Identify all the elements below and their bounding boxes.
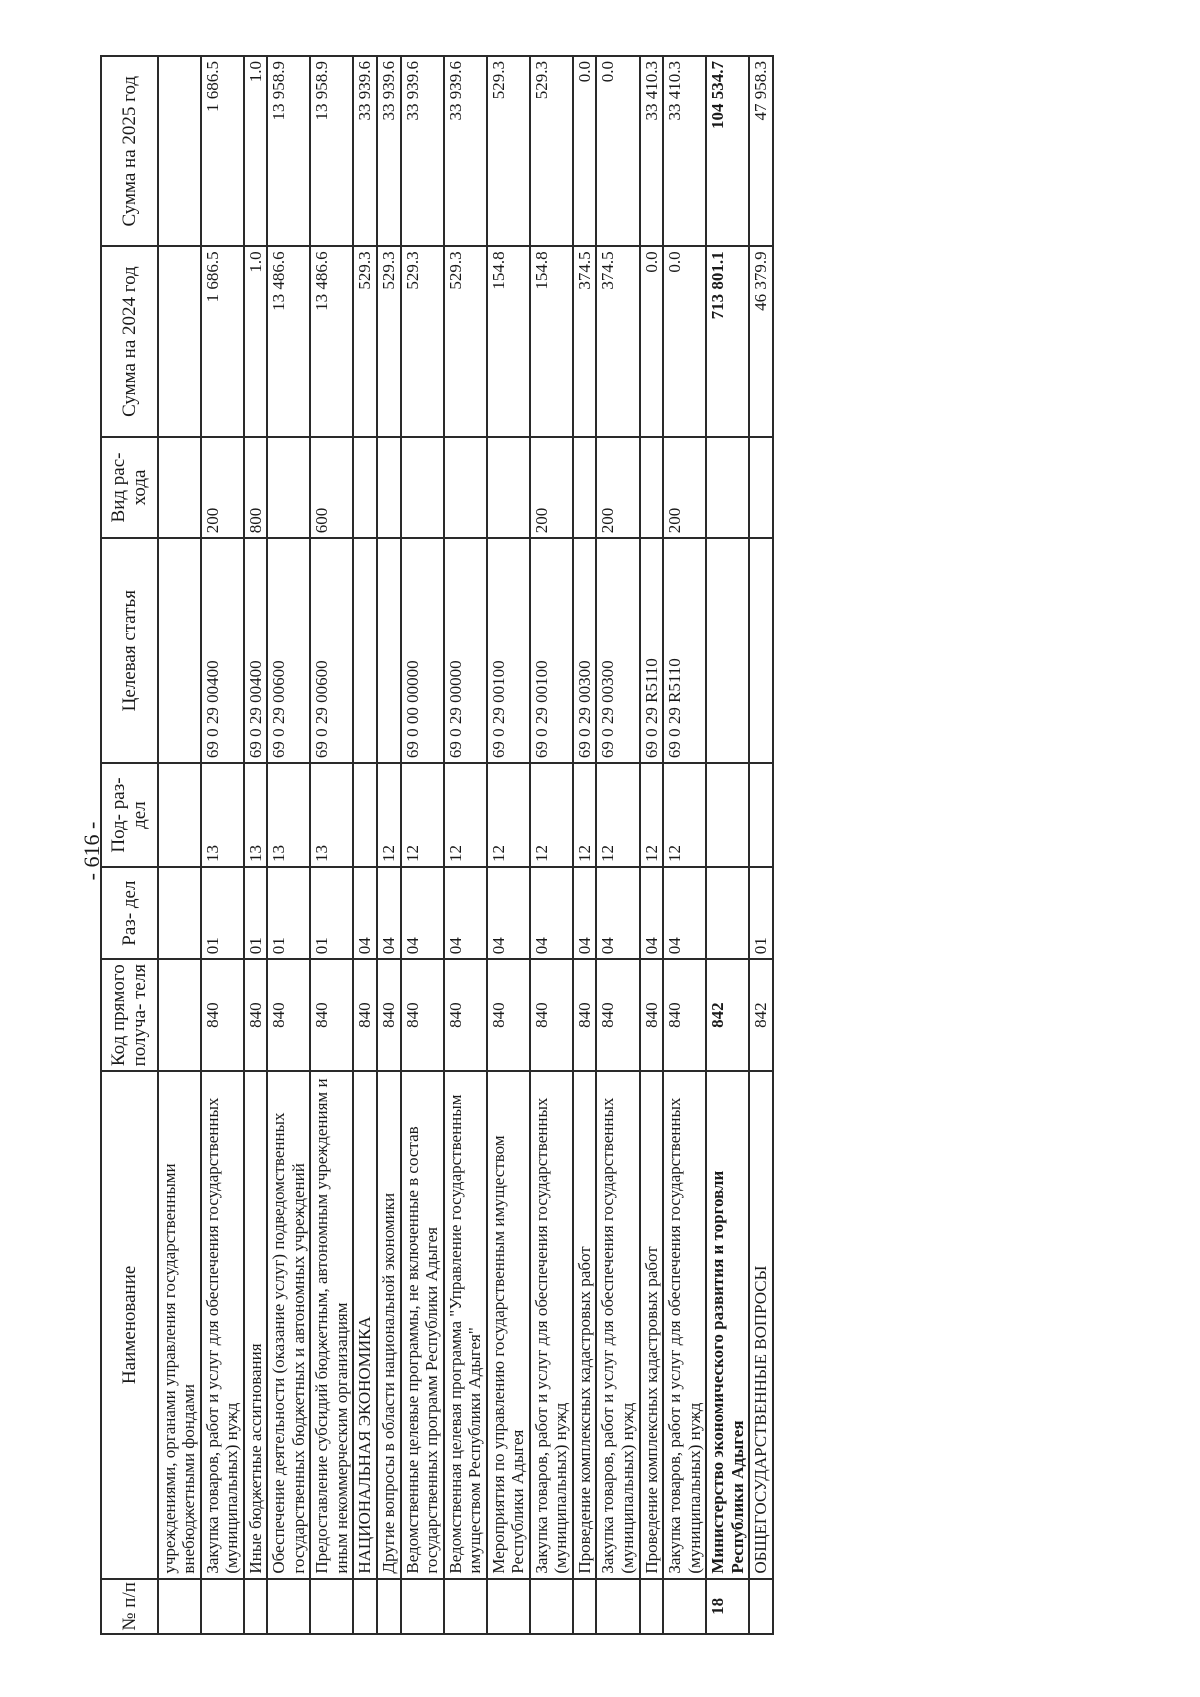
cell-sum-2024: 529.3 [444, 246, 487, 436]
cell-subsection [706, 763, 749, 867]
cell-subsection: 13 [244, 763, 268, 867]
cell-name: учреждениями, органами управления государственными внебюджетными фондами [158, 1071, 201, 1579]
cell-expense-type: 200 [596, 437, 639, 539]
table-row [640, 56, 664, 1634]
cell-sum-2025: 1 686.5 [201, 56, 244, 246]
cell-recipient-code: 840 [201, 959, 244, 1071]
table-header-row [101, 56, 158, 1634]
cell-sum-2025: 1.0 [244, 56, 268, 246]
cell-section: 04 [596, 867, 639, 959]
cell-num [401, 1579, 444, 1634]
cell-target-article: 69 0 29 R5110 [663, 538, 706, 763]
cell-sum-2024: 154.8 [530, 246, 573, 436]
cell-expense-type [573, 437, 597, 539]
cell-expense-type [401, 437, 444, 539]
cell-target-article: 69 0 29 00100 [530, 538, 573, 763]
cell-num [487, 1579, 530, 1634]
cell-subsection: 12 [487, 763, 530, 867]
cell-name: Закупка товаров, работ и услуг для обеспечения государственных (муниципальных) нужд [663, 1071, 706, 1579]
cell-target-article: 69 0 29 00100 [487, 538, 530, 763]
cell-expense-type [444, 437, 487, 539]
cell-name: Проведение комплексных кадастровых работ [573, 1071, 597, 1579]
cell-section: 04 [530, 867, 573, 959]
cell-sum-2025: 0.0 [596, 56, 639, 246]
cell-num [530, 1579, 573, 1634]
table-row [401, 56, 444, 1634]
table-row [596, 56, 639, 1634]
cell-sum-2024: 46 379.9 [749, 246, 773, 436]
table-row [706, 56, 749, 1634]
cell-recipient-code: 840 [530, 959, 573, 1071]
cell-target-article: 69 0 29 00400 [244, 538, 268, 763]
cell-num [201, 1579, 244, 1634]
cell-recipient-code: 840 [663, 959, 706, 1071]
cell-sum-2025: 47 958.3 [749, 56, 773, 246]
cell-num [377, 1579, 401, 1634]
cell-subsection: 12 [377, 763, 401, 867]
cell-num [640, 1579, 664, 1634]
header-sum-2024: Сумма на 2024 год [101, 246, 158, 436]
table-row [244, 56, 268, 1634]
cell-num [267, 1579, 310, 1634]
cell-sum-2025: 33 410.3 [663, 56, 706, 246]
table-row [267, 56, 310, 1634]
cell-section: 04 [353, 867, 377, 959]
cell-name: НАЦИОНАЛЬНАЯ ЭКОНОМИКА [353, 1071, 377, 1579]
cell-sum-2025: 33 410.3 [640, 56, 664, 246]
cell-sum-2025: 33 939.6 [444, 56, 487, 246]
cell-name: Ведомственная целевая программа "Управление государственным имуществом Республики Адыгея" [444, 1071, 487, 1579]
cell-section: 01 [267, 867, 310, 959]
cell-num [158, 1579, 201, 1634]
cell-target-article: 69 0 00 00000 [401, 538, 444, 763]
cell-expense-type [353, 437, 377, 539]
cell-sum-2025 [158, 56, 201, 246]
cell-expense-type [267, 437, 310, 539]
cell-section: 04 [444, 867, 487, 959]
cell-subsection [749, 763, 773, 867]
cell-subsection: 13 [201, 763, 244, 867]
cell-expense-type [749, 437, 773, 539]
cell-subsection: 12 [596, 763, 639, 867]
header-sum-2025: Сумма на 2025 год [101, 56, 158, 246]
header-target-article: Целевая статья [101, 538, 158, 763]
cell-recipient-code: 840 [353, 959, 377, 1071]
cell-name: Закупка товаров, работ и услуг для обеспечения государственных (муниципальных) нужд [530, 1071, 573, 1579]
cell-recipient-code: 842 [706, 959, 749, 1071]
cell-recipient-code: 840 [596, 959, 639, 1071]
cell-recipient-code: 842 [749, 959, 773, 1071]
cell-sum-2025: 0.0 [573, 56, 597, 246]
header-expense-type: Вид рас- хода [101, 437, 158, 539]
cell-sum-2025: 529.3 [487, 56, 530, 246]
cell-sum-2024: 154.8 [487, 246, 530, 436]
header-section: Раз- дел [101, 867, 158, 959]
cell-section: 01 [310, 867, 353, 959]
table-row [353, 56, 377, 1634]
table-row [444, 56, 487, 1634]
cell-target-article [158, 538, 201, 763]
cell-target-article: 69 0 29 00600 [267, 538, 310, 763]
cell-expense-type: 200 [530, 437, 573, 539]
table-row [487, 56, 530, 1634]
cell-subsection: 12 [573, 763, 597, 867]
cell-sum-2024: 529.3 [353, 246, 377, 436]
cell-sum-2025: 529.3 [530, 56, 573, 246]
header-subsection: Под- раз- дел [101, 763, 158, 867]
cell-sum-2024: 1 686.5 [201, 246, 244, 436]
cell-target-article: 69 0 29 00000 [444, 538, 487, 763]
cell-target-article: 69 0 29 00600 [310, 538, 353, 763]
cell-name: Ведомственные целевые программы, не включенные в состав государственных программ Республики Адыгея [401, 1071, 444, 1579]
cell-sum-2024: 374.5 [596, 246, 639, 436]
cell-name: Закупка товаров, работ и услуг для обеспечения государственных (муниципальных) нужд [596, 1071, 639, 1579]
cell-expense-type: 600 [310, 437, 353, 539]
cell-sum-2024: 0.0 [640, 246, 664, 436]
cell-subsection: 13 [310, 763, 353, 867]
table-body [158, 56, 773, 1634]
cell-target-article: 69 0 29 00400 [201, 538, 244, 763]
cell-sum-2024: 713 801.1 [706, 246, 749, 436]
cell-recipient-code: 840 [640, 959, 664, 1071]
cell-num [573, 1579, 597, 1634]
cell-recipient-code: 840 [444, 959, 487, 1071]
cell-sum-2024: 1.0 [244, 246, 268, 436]
cell-section [706, 867, 749, 959]
table-row [377, 56, 401, 1634]
table-row [158, 56, 201, 1634]
cell-name: Закупка товаров, работ и услуг для обеспечения государственных (муниципальных) нужд [201, 1071, 244, 1579]
cell-name: Предоставление субсидий бюджетным, автономным учреждениям и иным некоммерческим организациям [310, 1071, 353, 1579]
cell-section: 01 [201, 867, 244, 959]
cell-expense-type [706, 437, 749, 539]
cell-num [310, 1579, 353, 1634]
cell-sum-2025: 13 958.9 [267, 56, 310, 246]
cell-expense-type: 800 [244, 437, 268, 539]
cell-section: 04 [377, 867, 401, 959]
cell-subsection: 12 [444, 763, 487, 867]
cell-sum-2025: 33 939.6 [353, 56, 377, 246]
cell-subsection [158, 763, 201, 867]
cell-target-article [749, 538, 773, 763]
cell-recipient-code: 840 [573, 959, 597, 1071]
cell-expense-type [377, 437, 401, 539]
cell-target-article: 69 0 29 00300 [573, 538, 597, 763]
cell-recipient-code: 840 [244, 959, 268, 1071]
cell-subsection: 13 [267, 763, 310, 867]
cell-sum-2024: 529.3 [401, 246, 444, 436]
cell-section: 04 [640, 867, 664, 959]
budget-table [100, 55, 774, 1635]
header-num: № п/п [101, 1579, 158, 1634]
table-row [201, 56, 244, 1634]
cell-sum-2024 [158, 246, 201, 436]
cell-sum-2025: 13 958.9 [310, 56, 353, 246]
header-name: Наименование [101, 1071, 158, 1579]
cell-expense-type: 200 [201, 437, 244, 539]
cell-sum-2024: 529.3 [377, 246, 401, 436]
cell-expense-type [640, 437, 664, 539]
cell-section: 01 [244, 867, 268, 959]
cell-section: 04 [573, 867, 597, 959]
cell-recipient-code [158, 959, 201, 1071]
cell-subsection [353, 763, 377, 867]
cell-target-article [377, 538, 401, 763]
cell-num [749, 1579, 773, 1634]
cell-num [353, 1579, 377, 1634]
table-row [663, 56, 706, 1634]
page-number: - 616 - [79, 821, 104, 881]
cell-num [444, 1579, 487, 1634]
cell-target-article: 69 0 29 00300 [596, 538, 639, 763]
cell-target-article: 69 0 29 R5110 [640, 538, 664, 763]
cell-expense-type [487, 437, 530, 539]
cell-sum-2024: 13 486.6 [267, 246, 310, 436]
cell-subsection: 12 [530, 763, 573, 867]
table-row [530, 56, 573, 1634]
cell-recipient-code: 840 [487, 959, 530, 1071]
cell-sum-2024: 13 486.6 [310, 246, 353, 436]
cell-sum-2024: 374.5 [573, 246, 597, 436]
cell-num [663, 1579, 706, 1634]
table-row [749, 56, 773, 1634]
cell-sum-2024: 0.0 [663, 246, 706, 436]
cell-target-article [706, 538, 749, 763]
cell-subsection: 12 [401, 763, 444, 867]
cell-name: Иные бюджетные ассигнования [244, 1071, 268, 1579]
cell-num [244, 1579, 268, 1634]
cell-recipient-code: 840 [267, 959, 310, 1071]
cell-recipient-code: 840 [310, 959, 353, 1071]
cell-name: Обеспечение деятельности (оказание услуг) подведомственных государственных бюджетных и автономных учреждений [267, 1071, 310, 1579]
cell-sum-2025: 33 939.6 [377, 56, 401, 246]
cell-expense-type: 200 [663, 437, 706, 539]
cell-num: 18 [706, 1579, 749, 1634]
header-recipient-code: Код прямого получа- теля [101, 959, 158, 1071]
cell-recipient-code: 840 [377, 959, 401, 1071]
rotated-page [100, 55, 1100, 1635]
cell-expense-type [158, 437, 201, 539]
cell-name: Министерство экономического развития и торговли Республики Адыгея [706, 1071, 749, 1579]
cell-target-article [353, 538, 377, 763]
cell-recipient-code: 840 [401, 959, 444, 1071]
cell-name: Проведение комплексных кадастровых работ [640, 1071, 664, 1579]
cell-sum-2025: 33 939.6 [401, 56, 444, 246]
table-row [310, 56, 353, 1634]
cell-num [596, 1579, 639, 1634]
cell-sum-2025: 104 534.7 [706, 56, 749, 246]
cell-section: 04 [401, 867, 444, 959]
cell-section: 01 [749, 867, 773, 959]
cell-section: 04 [487, 867, 530, 959]
cell-name: Другие вопросы в области национальной экономики [377, 1071, 401, 1579]
cell-subsection: 12 [640, 763, 664, 867]
table-row [573, 56, 597, 1634]
cell-subsection: 12 [663, 763, 706, 867]
cell-section [158, 867, 201, 959]
cell-section: 04 [663, 867, 706, 959]
cell-name: ОБЩЕГОСУДАРСТВЕННЫЕ ВОПРОСЫ [749, 1071, 773, 1579]
cell-name: Мероприятия по управлению государственным имуществом Республики Адыгея [487, 1071, 530, 1579]
